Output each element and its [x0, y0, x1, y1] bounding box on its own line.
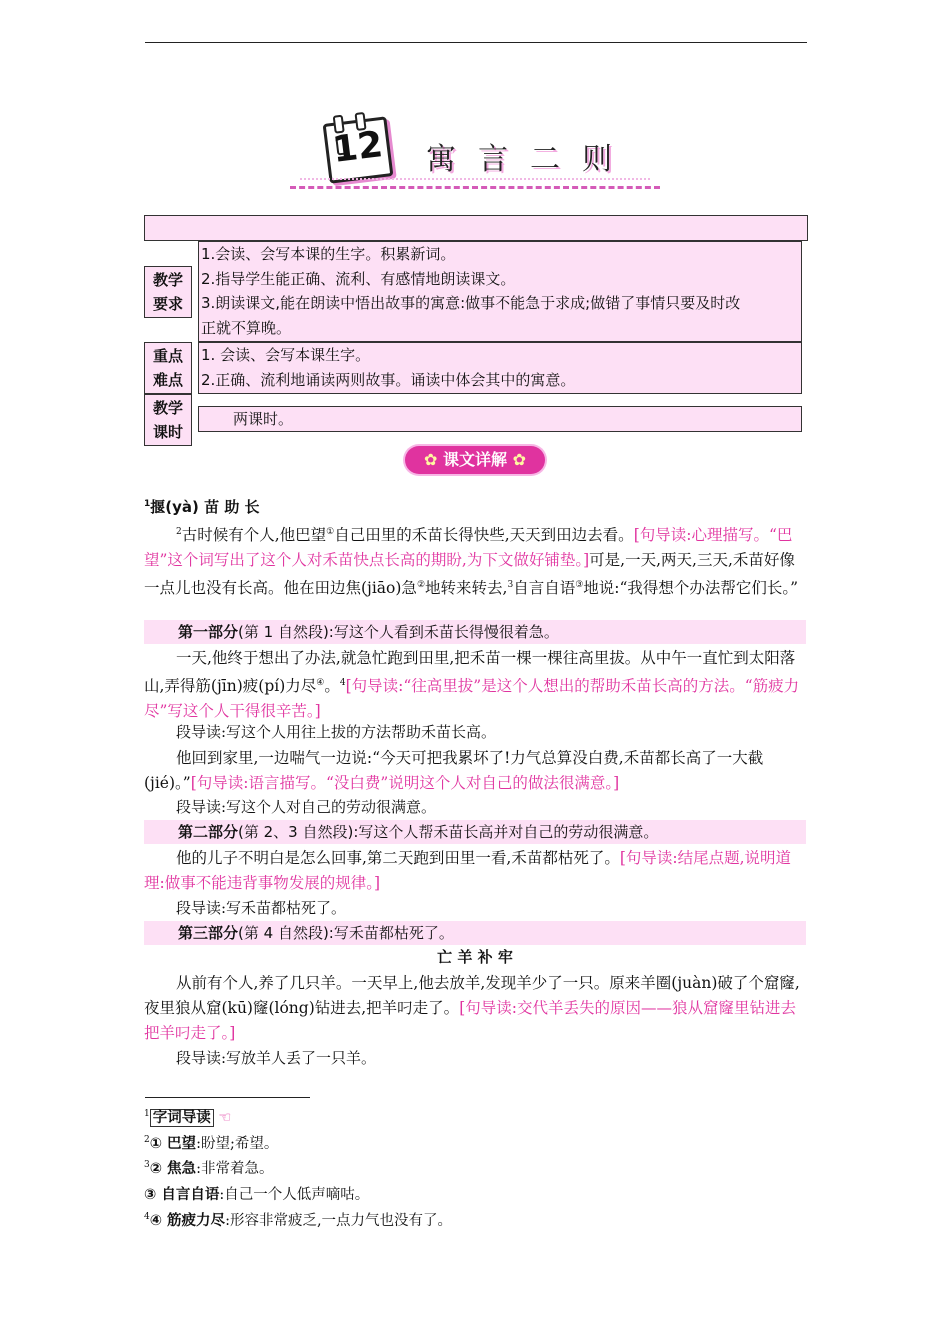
footnote-5: $^4$④ 筋疲力尽:形容非常疲乏,一点力气也没有了。: [144, 1212, 453, 1229]
class-hours-cell: 两课时。: [198, 406, 802, 432]
banner-underline-decoration: [290, 186, 660, 189]
story2-title: 亡 羊 补 牢: [437, 948, 513, 966]
segment-guide: 段导读:写这个人用往上拔的方法帮助禾苗长高。: [176, 723, 497, 741]
key-points-cell: 1. 会读、会写本课生字。 2.正确、流利地诵读两则故事。诵读中体会其中的寓意。: [198, 342, 802, 394]
section-ribbon: ✿ 课文详解 ✿: [405, 446, 545, 474]
footnote-4: ③ 自言自语:自己一个人低声嘀咕。: [144, 1187, 370, 1203]
word-guide-label: 字词导读: [150, 1109, 214, 1127]
footnote-rule: [145, 1097, 310, 1098]
segment-guide: 段导读:写禾苗都枯死了。: [176, 899, 347, 917]
banner-dots-decoration: [300, 178, 650, 180]
part1-band: 第一部分(第 1 自然段):写这个人看到禾苗长得慢很着急。: [144, 620, 806, 644]
teaching-goals-cell: 1.会读、会写本课的生字。积累新词。 2.指导学生能正确、流利、有感情地朗读课文。 3.朗读课文,能在朗读中悟出故事的寓意:做事不能急于求成;做错了事情只要及时改 正就不算晚。: [198, 241, 802, 342]
footnote-3: $^3$② 焦急:非常着急。: [144, 1160, 274, 1177]
pointing-hand-icon: ☜: [218, 1110, 232, 1126]
footnote-2: $^2$① 巴望:盼望;希望。: [144, 1135, 279, 1152]
story1-paragraph-3: 他回到家里,一边喘气一边说:“今天可把我累坏了!力气总算没白费,禾苗都长高了一大截(jié)。”[句导读:语言描写。“没白费”说明这个人对自己的做法很满意。]: [144, 749, 764, 792]
sentence-guide: [句导读:交代羊丢失的原因——狼从窟窿里钻进去把羊叼走了。]: [144, 999, 796, 1042]
story1-paragraph-4: 他的儿子不明白是怎么回事,第二天跑到田里一看,禾苗都枯死了。[句导读:结尾点题,说明道理:做事不能违背事物发展的规律。]: [144, 849, 792, 892]
story1-title: $^1$揠(yà) 苗 助 长: [144, 498, 260, 516]
lesson-banner: [290, 112, 660, 196]
sentence-guide: [句导读:结尾点题,说明道理:做事不能违背事物发展的规律。]: [144, 849, 792, 892]
segment-guide: 段导读:写放羊人丢了一只羊。: [176, 1049, 377, 1067]
sentence-guide: [句导读:语言描写。“没白费”说明这个人对自己的做法很满意。]: [190, 774, 620, 792]
part2-band: 第二部分(第 2、3 自然段):写这个人帮禾苗长高并对自己的劳动很满意。: [144, 820, 806, 844]
story1-paragraph-2: 一天,他终于想出了办法,就急忙跑到田里,把禾苗一棵一棵往高里拔。从中午一直忙到太阳落山,弄得筋(jīn)疲(pí)力尽④。$^4$[句导读:“往高里拔”是这个人想出的帮助禾苗长高的方法。“筋疲力尽”写这个人干得很辛苦。]: [144, 649, 800, 721]
story2-paragraph-1: 从前有个人,养了几只羊。一天早上,他去放羊,发现羊少了一只。原来羊圈(juàn)破了个窟窿,夜里狼从窟(kū)窿(lóng)钻进去,把羊叼走了。[句导读:交代羊丢失的原因——狼从窟窿里钻进去把羊叼走了。]: [144, 974, 800, 1042]
calendar-icon: [323, 116, 394, 183]
sentence-guide: [句导读:“往高里拔”是这个人想出的帮助禾苗长高的方法。“筋疲力尽”写这个人干得很辛苦。]: [144, 677, 800, 721]
class-hours-label: 教学 课时: [144, 394, 192, 446]
sentence-guide: [句导读:心理描写。“巴望”这个词写出了这个人对禾苗快点长高的期盼,为下文做好铺垫。]: [144, 526, 793, 570]
star-icon: ✿: [424, 450, 438, 469]
story1-paragraph-1: $^2$古时候有个人,他巴望①自己田里的禾苗长得快些,天天到田边去看。[句导读:心理描写。“巴望”这个词写出了这个人对禾苗快点长高的期盼,为下文做好铺垫。]可是,一天,两天,三天,禾苗好像一点儿也没有长高。他在田边焦(jiāo)急②地转来转去,$^3$自言自语③地说:“我得想个办法帮它们长。”: [144, 526, 799, 598]
teaching-goals-label: 教学 要求: [144, 266, 192, 318]
table-header-row: [144, 215, 808, 241]
top-rule: [145, 42, 807, 43]
star-icon: ✿: [512, 450, 526, 469]
segment-guide: 段导读:写这个人对自己的劳动很满意。: [176, 798, 437, 816]
lesson-title: 寓言二则: [426, 142, 634, 177]
footnote-1: $^1$ 字词导读 ☜: [144, 1109, 232, 1126]
part3-band: 第三部分(第 4 自然段):写禾苗都枯死了。: [144, 921, 806, 945]
lesson-number: 12: [330, 124, 386, 171]
key-points-label: 重点 难点: [144, 342, 192, 394]
